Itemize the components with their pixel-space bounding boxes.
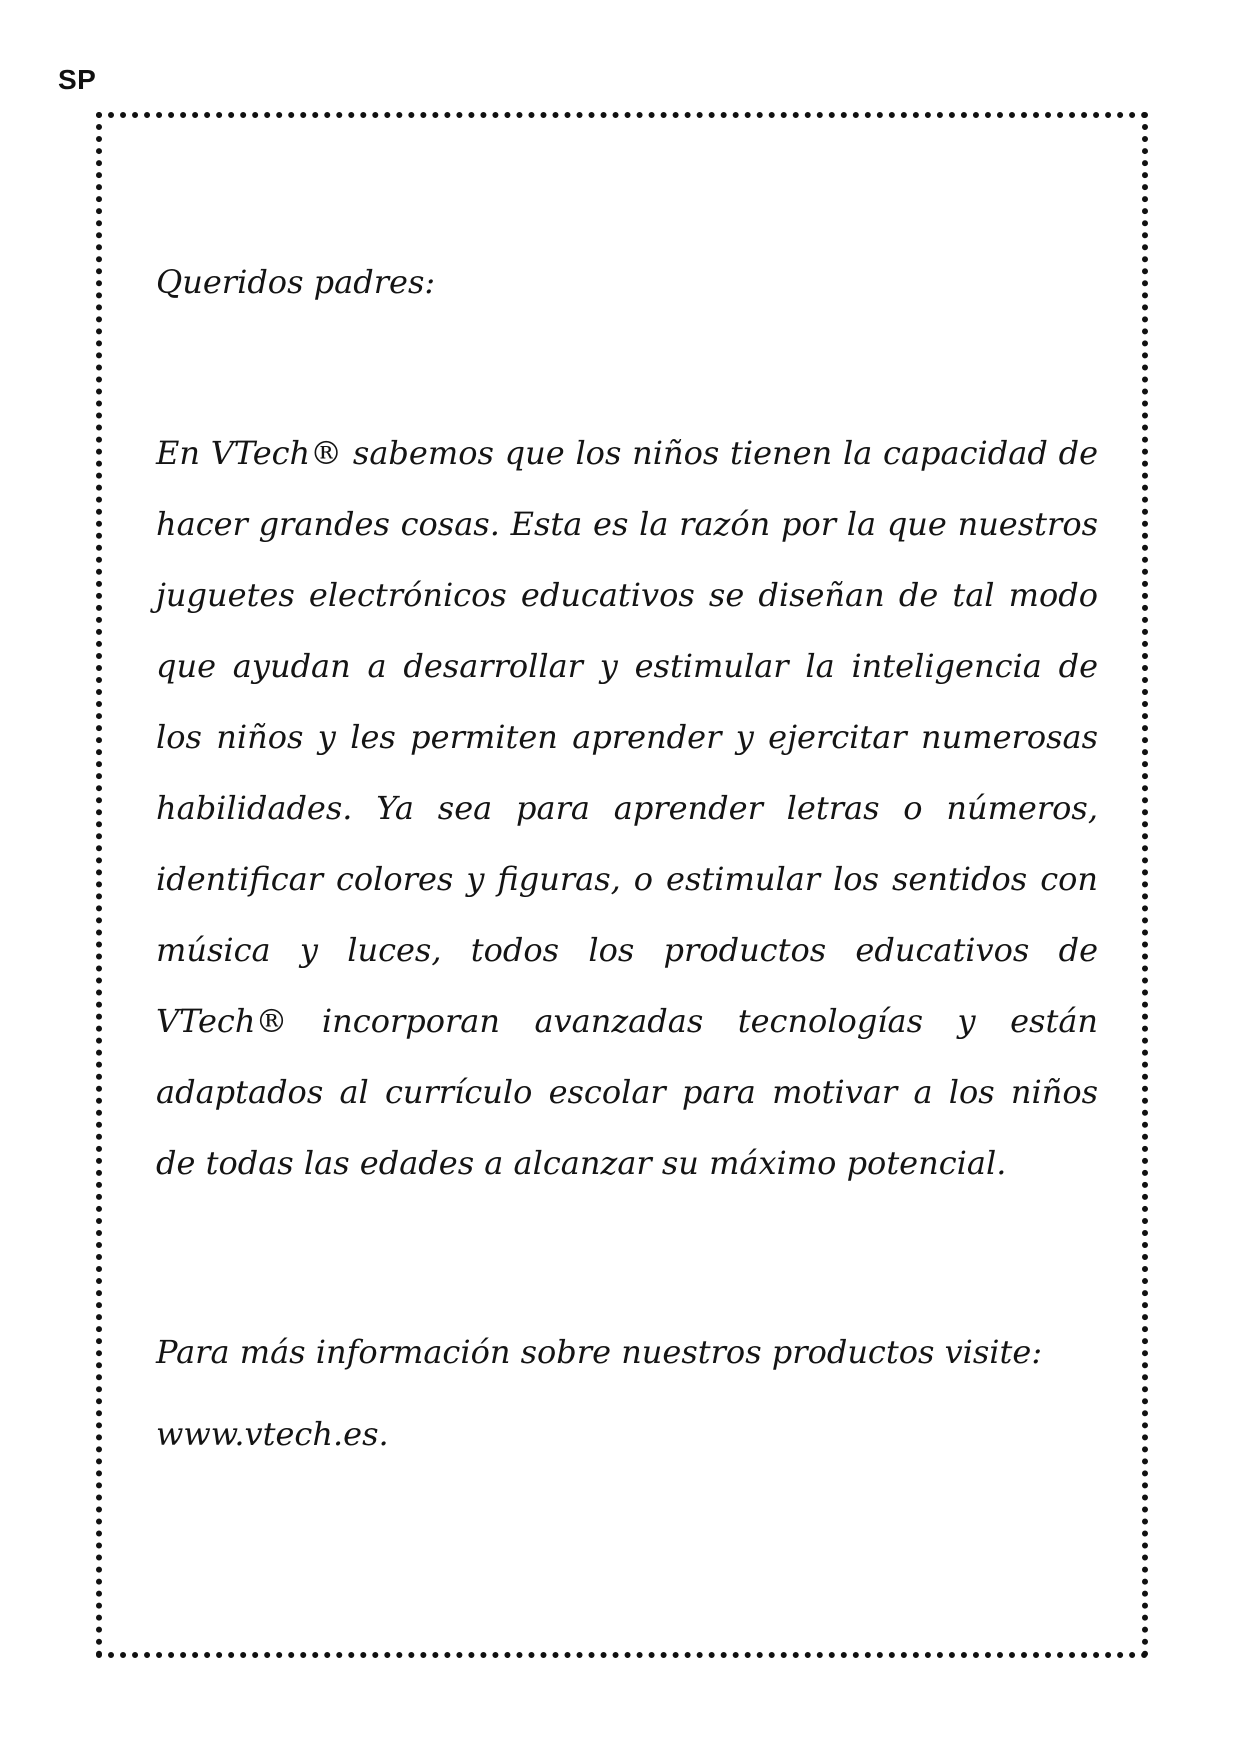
more-info-block	[156, 1311, 1098, 1475]
parent-letter	[156, 258, 1098, 1475]
letter-body: En VTech® sabemos que los niños tienen la capacidad de hacer grandes cosas. Esta es la razón por la que nuestros juguetes electrónicos educativos se diseñan de tal modo que ayudan a desarrollar y estimular la inteligencia de los niños y les permiten aprender y ejercitar numerosas habilidades. Ya sea para aprender letras o números, identificar colores y figuras, o estimular los sentidos con música y luces, todos los productos educativos de VTech® incorporan avanzadas tecnologías y están adaptados al currículo escolar para motivar a los niños de todas las edades a alcanzar su máximo potencial.	[156, 434, 1098, 1182]
language-tag: SP	[58, 64, 97, 95]
more-info-label: Para más información sobre nuestros productos visite:	[156, 1333, 1043, 1371]
letter-salutation: Queridos padres:	[156, 263, 436, 301]
website-link[interactable]: www.vtech.es.	[156, 1415, 389, 1453]
